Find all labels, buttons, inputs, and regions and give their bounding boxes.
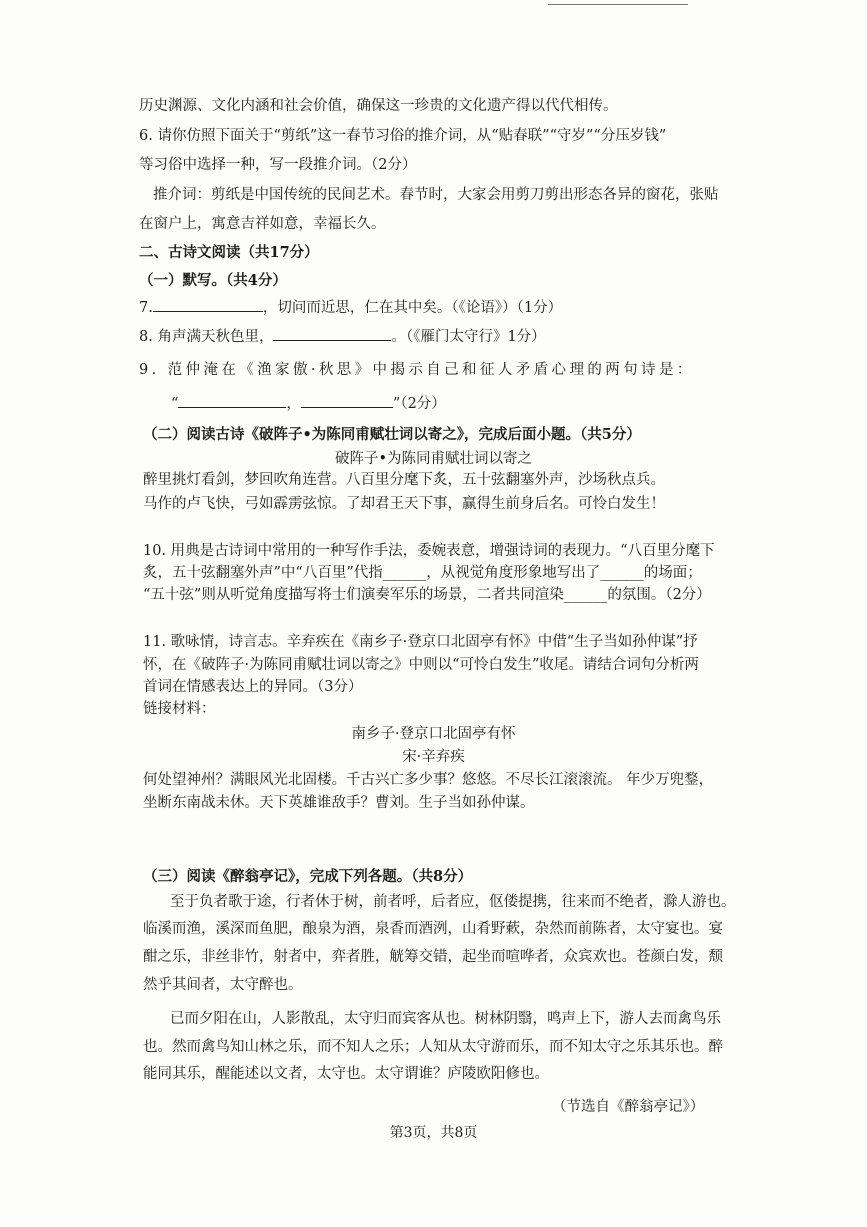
text-line: 历史渊源、文化内涵和社会价值，确保这一珍贵的文化遗产得以代代相传。 [139,98,618,114]
linked-material-label: 链接材料： [143,701,216,717]
prose-line: 临溪而渔，溪深而鱼肥，酿泉为酒，泉香而酒洌，山肴野蔌，杂然而前陈者，太守宴也。宴 [143,921,723,937]
prose-line: 酣之乐，非丝非竹，射者中，弈者胜，觥筹交错，起坐而喧哗者，众宾欢也。苍颜白发，颓 [143,949,723,965]
sample-intro: 推介词：剪纸是中国传统的民间艺术。春节时，大家会用剪刀剪出形态各异的窗花，张贴 [153,187,719,203]
answer-blank[interactable] [153,296,263,312]
linked-poem-line: 何处望神州？满眼风光北固楼。千古兴亡多少事？悠悠。不尽长江滚滚流。 年少万兜鍪， [143,772,714,788]
question-11-cont: 首词在情感表达上的异同。（3分） [143,679,363,695]
subsection-3-heading: （三）阅读《醉翁亭记》，完成下列各题。（共8分） [143,868,473,885]
close-quote-score: ”（2分） [392,396,446,412]
question-9-answer [171,392,446,414]
answer-blank[interactable] [273,325,391,341]
question-7-text: ，切问而近思，仁在其中矣。（《论语》）（1分） [262,300,563,316]
question-7 [139,296,562,318]
prose-line: 然乎其间者，太守醉也。 [143,977,303,993]
question-11-cont: 怀，在《破阵子·为陈同甫赋壮词以寄之》中则以“可怜白发生”收尾。请结合词句分析两 [143,657,699,673]
answer-blank[interactable] [301,392,393,408]
linked-poem-title: 南乡子·登京口北固亭有怀 [351,726,516,742]
question-10-cont: “五十弦”则从听觉角度描写将士们演奏军乐的场景，二者共同渲染______的氛围。（2分） [143,587,711,603]
question-6-prompt-cont: 等习俗中选择一种，写一段推介词。（2分） [139,157,417,173]
section-2-heading: 二、古诗文阅读（共17分） [139,244,319,261]
poem-line: 醉里挑灯看剑，梦回吹角连营。八百里分麾下炙，五十弦翻塞外声，沙场秋点兵。 [143,472,665,488]
question-10-cont: 炙，五十弦翻塞外声”中“八百里”代指______，从视觉角度形象地写出了______的场面； [143,565,702,581]
sample-intro-cont: 在窗户上，寓意吉祥如意，幸福长久。 [139,216,386,232]
linked-poem-line: 坐断东南战未休。天下英雄谁敌手？曹刘。生子当如孙仲谋。 [143,795,535,811]
prose-line: 也。然而禽鸟知山林之乐，而不知人之乐；人知从太守游而乐，而不知太守之乐其乐也。醉 [143,1039,723,1055]
linked-poem-author: 宋·辛弃疾 [402,749,465,765]
question-8-text: 8. 角声满天秋色里， [139,329,274,345]
subsection-2-heading: （二）阅读古诗《破阵子•为陈同甫赋壮词以寄之》，完成后面小题。（共5分） [143,426,641,443]
question-9: 9. 范仲淹在《渔家傲·秋思》中揭示自己和征人矛盾心理的两句诗是： [139,362,695,378]
prose-line: 至于负者歌于途，行者休于树，前者呼，后者应，伛偻提携，往来而不绝者，滁人游也。 [170,894,736,910]
question-6-prompt: 6. 请你仿照下面关于“剪纸”这一春节习俗的推介词，从“贴春联”“守岁”“分压岁钱” [139,128,667,144]
question-11: 11. 歌咏情，诗言志。辛弃疾在《南乡子·登京口北固亭有怀》中借“生子当如孙仲谋”抒 [143,634,698,650]
answer-blank[interactable] [178,392,286,408]
page-footer: 第3页，共8页 [389,1125,478,1141]
question-8-source: 。（《雁门太守行》1分） [391,329,546,345]
question-7-number: 7. [139,300,153,316]
comma: ， [286,396,301,412]
prose-line: 能同其乐，醒能述以文者，太守也。太守谓谁？庐陵欧阳修也。 [143,1066,549,1082]
top-edge-mark [548,0,688,5]
subsection-1-heading: （一）默写。（共4分） [139,272,287,289]
excerpt-source: （节选自《醉翁亭记》） [552,1099,705,1115]
poem-title: 破阵子•为陈同甫赋壮词以寄之 [334,451,533,467]
prose-line: 已而夕阳在山，人影散乱，太守归而宾客从也。树林阴翳，鸣声上下，游人去而禽鸟乐 [170,1011,721,1027]
question-8 [139,325,546,347]
poem-line: 马作的卢飞快，弓如霹雳弦惊。了却君王天下事，赢得生前身后名。可怜白发生！ [143,496,665,512]
open-quote: “ [171,396,179,412]
question-10: 10. 用典是古诗词中常用的一种写作手法，委婉表意，增强诗词的表现力。“八百里分麾下 [143,543,715,559]
